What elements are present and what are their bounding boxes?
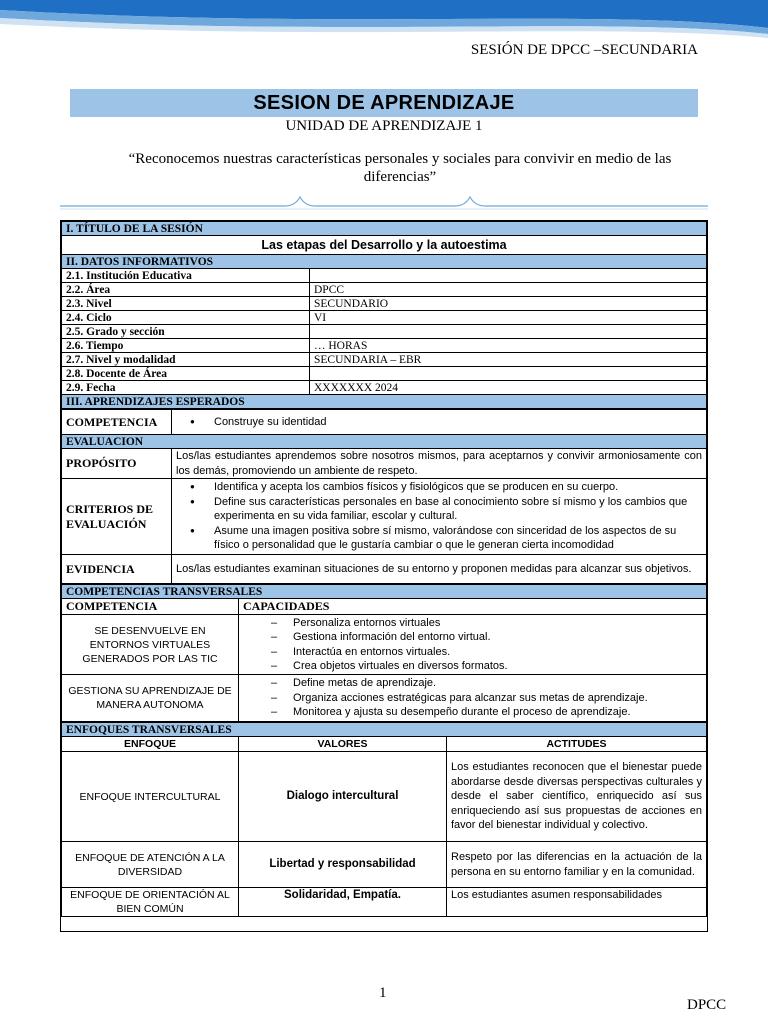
decorative-divider (60, 196, 708, 216)
row-label: 2.9. Fecha (62, 381, 310, 395)
table-row (62, 381, 707, 395)
list-item: – Gestiona información del entorno virtual. (293, 630, 702, 645)
row-value: SECUNDARIA – EBR (310, 353, 707, 367)
competencia-label: COMPETENCIA (62, 410, 172, 435)
row-label: 2.6. Tiempo (62, 339, 310, 353)
criterios-list (172, 479, 707, 555)
header-text: SESIÓN DE DPCC –SECUNDARIA (470, 42, 698, 58)
enfoque-name: ENFOQUE INTERCULTURAL (62, 752, 239, 842)
proposito-label: PROPÓSITO (62, 449, 172, 479)
list-item: ● Identifica y acepta los cambios físicos y fisiológicos que se producen en su cuerpo. (214, 480, 702, 495)
list-item: – Personaliza entornos virtuales (293, 616, 702, 631)
list-item: ● Asume una imagen positiva sobre sí mismo, valorándose con sinceridad de los aspectos de su físico o personalidad que le gustaría cambiar o que le generan cierta incomodidad (214, 524, 702, 553)
table-row (62, 367, 707, 381)
list-item: ● Construye su identidad (214, 415, 702, 430)
enfoque-valor: Dialogo intercultural (239, 752, 447, 842)
row-value (310, 325, 707, 339)
table-row (62, 297, 707, 311)
row-value: DPCC (310, 283, 707, 297)
enfoque-valor: Solidaridad, Empatía. (239, 888, 447, 917)
datos-table (61, 221, 707, 409)
unit-title: UNIDAD DE APRENDIZAJE 1 (285, 118, 483, 134)
list-item: – Define metas de aprendizaje. (293, 676, 702, 691)
row-value: VI (310, 311, 707, 325)
transversal-competencia: GESTIONA SU APRENDIZAJE DE MANERA AUTONOMA (62, 675, 239, 722)
enfoque-valor: Libertad y responsabilidad (239, 842, 447, 888)
table-row (62, 615, 707, 675)
row-value (310, 367, 707, 381)
table-row (62, 888, 707, 917)
col-header-valores: VALORES (239, 737, 447, 752)
enfoque-actitud: Respeto por las diferencias en la actuación de la persona en su entorno familiar y en la comunidad. (447, 842, 707, 888)
table-row (62, 283, 707, 297)
list-item: – Crea objetos virtuales en diversos formatos. (293, 659, 702, 674)
row-label: 2.3. Nivel (62, 297, 310, 311)
list-item: – Organiza acciones estratégicas para alcanzar sus metas de aprendizaje. (293, 691, 702, 706)
header-wave-decoration (0, 0, 768, 40)
transversal-competencia: SE DESENVUELVE EN ENTORNOS VIRTUALES GENERADOS POR LAS TIC (62, 615, 239, 675)
section-heading-aprendizajes: III. APRENDIZAJES ESPERADOS (62, 395, 707, 409)
footer-label: DPCC (687, 997, 727, 1013)
session-table (60, 220, 708, 932)
row-label: 2.8. Docente de Área (62, 367, 310, 381)
evidencia-label: EVIDENCIA (62, 555, 172, 584)
proposito-text: Los/las estudiantes aprendemos sobre nosotros mismos, para aceptarnos y convivir armoniosamente con los demás, promoviendo un ambiente de respeto. (172, 449, 707, 479)
section-heading-enfoques: ENFOQUES TRANSVERSALES (62, 723, 707, 737)
enfoque-name: ENFOQUE DE ATENCIÓN A LA DIVERSIDAD (62, 842, 239, 888)
table-row (62, 269, 707, 283)
table-row (62, 339, 707, 353)
list-item: – Monitorea y ajusta su desempeño durante el proceso de aprendizaje. (293, 705, 702, 720)
page-title-bar (70, 89, 698, 117)
criterios-label: CRITERIOS DE EVALUACIÓN (62, 479, 172, 555)
table-row (62, 353, 707, 367)
evaluacion-table (61, 409, 707, 584)
row-label: 2.7. Nivel y modalidad (62, 353, 310, 367)
enfoques-table (61, 722, 707, 917)
col-header-competencia: COMPETENCIA (62, 599, 239, 615)
evidencia-text: Los/las estudiantes examinan situaciones de su entorno y proponen medidas para alcanzar sus objetivos. (172, 555, 707, 584)
row-label: 2.2. Área (62, 283, 310, 297)
table-row (62, 675, 707, 722)
unit-quote: “Reconocemos nuestras características personales y sociales para convivir en medio de las diferencias” (128, 151, 672, 185)
list-item: – Interactúa en entornos virtuales. (293, 645, 702, 660)
section-heading-evaluacion: EVALUACION (62, 435, 707, 449)
table-row (62, 325, 707, 339)
session-title: Las etapas del Desarrollo y la autoestima (62, 236, 707, 255)
competencia-value (172, 410, 707, 435)
section-heading-titulo: I. TÍTULO DE LA SESIÓN (62, 222, 707, 236)
enfoque-name: ENFOQUE DE ORIENTACIÓN AL BIEN COMÚN (62, 888, 239, 917)
list-item: ● Define sus características personales en base al conocimiento sobre sí mismo y los cambios que experimenta en su vida familiar, escolar y cultural. (214, 495, 702, 524)
enfoque-actitud: Los estudiantes reconocen que el bienestar puede abordarse desde diversas perspectivas culturales y desde el saber científico, enriquecido así sus enriqueciendo así sus propuestas de acciones en favor del bienestar individual y colectivo. (447, 752, 707, 842)
row-value: … HORAS (310, 339, 707, 353)
enfoque-actitud: Los estudiantes asumen responsabilidades (447, 888, 707, 917)
col-header-capacidades: CAPACIDADES (239, 599, 707, 615)
table-row (62, 311, 707, 325)
page-number: 1 (379, 985, 387, 1001)
table-row (62, 842, 707, 888)
row-label: 2.1. Institución Educativa (62, 269, 310, 283)
row-value: XXXXXXX 2024 (310, 381, 707, 395)
table-row (62, 752, 707, 842)
transversal-capacidades (239, 675, 707, 722)
col-header-actitudes: ACTITUDES (447, 737, 707, 752)
row-value (310, 269, 707, 283)
transversales-table (61, 584, 707, 722)
page-title: SESION DE APRENDIZAJE (253, 92, 515, 114)
transversal-capacidades (239, 615, 707, 675)
col-header-enfoque: ENFOQUE (62, 737, 239, 752)
section-heading-datos: II. DATOS INFORMATIVOS (62, 255, 707, 269)
row-label: 2.5. Grado y sección (62, 325, 310, 339)
section-heading-transversales: COMPETENCIAS TRANSVERSALES (62, 585, 707, 599)
row-value: SECUNDARIO (310, 297, 707, 311)
row-label: 2.4. Ciclo (62, 311, 310, 325)
